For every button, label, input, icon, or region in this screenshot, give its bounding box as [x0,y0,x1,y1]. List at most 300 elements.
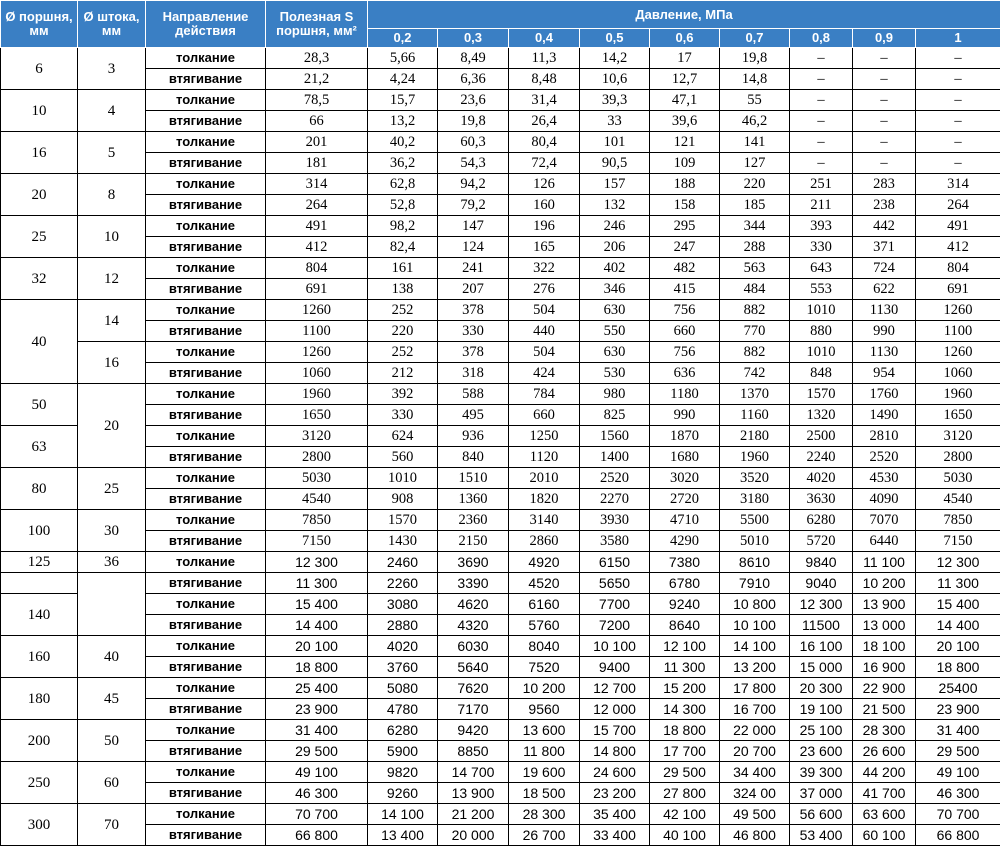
force-value-cell: 147 [438,216,509,237]
force-value-cell: 11 300 [916,573,1000,594]
force-value-cell: 1360 [438,489,509,510]
force-value-cell: 3180 [720,489,790,510]
force-value-cell: 5,66 [368,48,438,69]
force-value-cell: 4020 [790,468,853,489]
table-row [1,720,1000,741]
area-cell: 201 [266,132,368,153]
force-value-cell: 25400 [916,678,1000,699]
force-value-cell: 8850 [438,741,509,762]
force-value-cell: 16 900 [853,657,916,678]
force-value-cell: 482 [650,258,720,279]
force-value-cell: 4530 [853,468,916,489]
area-cell: 49 100 [266,762,368,783]
force-value-cell: 220 [720,174,790,195]
table-row [1,804,1000,825]
force-value-cell: 10 200 [853,573,916,594]
force-value-cell: 101 [580,132,650,153]
force-value-cell: 6440 [853,531,916,552]
force-value-cell: 393 [790,216,853,237]
rod-diameter-cell [78,573,146,636]
force-value-cell: 241 [438,258,509,279]
force-value-cell: 5500 [720,510,790,531]
force-value-cell: 26,4 [509,111,580,132]
force-value-cell: 3520 [720,468,790,489]
table-row [1,300,1000,321]
force-value-cell: 630 [580,342,650,363]
direction-cell: толкание [146,552,266,573]
force-value-cell: 7700 [580,594,650,615]
force-value-cell: 560 [368,447,438,468]
force-value-cell: 2260 [368,573,438,594]
table-row [1,69,1000,90]
force-value-cell: 42 100 [650,804,720,825]
table-row [1,363,1000,384]
rod-diameter-cell: 36 [78,552,146,573]
force-value-cell: 756 [650,342,720,363]
piston-diameter-cell: 10 [1,90,78,132]
table-row [1,321,1000,342]
force-value-cell: 1010 [368,468,438,489]
piston-diameter-cell: 16 [1,132,78,174]
force-value-cell: 28 300 [853,720,916,741]
force-value-cell: 207 [438,279,509,300]
force-value-cell: – [916,111,1000,132]
force-value-cell: 161 [368,258,438,279]
header-pressure-value: 0,8 [790,29,853,48]
piston-diameter-cell: 300 [1,804,78,846]
table-row [1,573,1000,594]
force-value-cell: 825 [580,405,650,426]
force-value-cell: 784 [509,384,580,405]
force-value-cell: 165 [509,237,580,258]
force-value-cell: – [853,69,916,90]
force-value-cell: 35 400 [580,804,650,825]
force-value-cell: 72,4 [509,153,580,174]
rod-diameter-cell: 4 [78,90,146,132]
table-row [1,615,1000,636]
table-row [1,426,1000,447]
force-value-cell: 1130 [853,342,916,363]
force-value-cell: 70 700 [916,804,1000,825]
force-value-cell: 12 300 [790,594,853,615]
force-value-cell: – [916,153,1000,174]
table-row [1,195,1000,216]
force-value-cell: 4540 [916,489,1000,510]
table-row [1,237,1000,258]
force-value-cell: 990 [650,405,720,426]
force-value-cell: 18 800 [916,657,1000,678]
area-cell: 23 900 [266,699,368,720]
force-value-cell: 10,6 [580,69,650,90]
rod-diameter-cell: 10 [78,216,146,258]
force-value-cell: 252 [368,342,438,363]
force-value-cell: 8040 [509,636,580,657]
header-rod-diameter: Ø штока, мм [78,1,146,48]
rod-diameter-cell: 16 [78,342,146,384]
force-value-cell: 1820 [509,489,580,510]
force-value-cell: 756 [650,300,720,321]
force-value-cell: 28 300 [509,804,580,825]
piston-diameter-cell: 200 [1,720,78,762]
force-value-cell: 13 900 [853,594,916,615]
force-value-cell: 10 100 [720,615,790,636]
force-value-cell: 9400 [580,657,650,678]
rod-diameter-cell: 3 [78,48,146,90]
force-value-cell: 79,2 [438,195,509,216]
direction-cell: втягивание [146,153,266,174]
force-value-cell: 6030 [438,636,509,657]
force-value-cell: 7200 [580,615,650,636]
force-value-cell: 132 [580,195,650,216]
force-value-cell: 2180 [720,426,790,447]
force-value-cell: 23 600 [790,741,853,762]
force-value-cell: 295 [650,216,720,237]
force-value-cell: 630 [580,300,650,321]
table-row [1,699,1000,720]
area-cell: 28,3 [266,48,368,69]
force-value-cell: 2860 [509,531,580,552]
force-value-cell: 1760 [853,384,916,405]
header-piston-diameter: Ø поршня, мм [1,1,78,48]
force-value-cell: 11 800 [509,741,580,762]
force-value-cell: 251 [790,174,853,195]
force-value-cell: 14 800 [580,741,650,762]
force-value-cell: 188 [650,174,720,195]
force-value-cell: 1260 [916,342,1000,363]
force-value-cell: 880 [790,321,853,342]
piston-diameter-cell [1,573,78,594]
force-value-cell: 6160 [509,594,580,615]
direction-cell: толкание [146,174,266,195]
force-value-cell: 4780 [368,699,438,720]
force-value-cell: 47,1 [650,90,720,111]
rod-diameter-cell: 50 [78,720,146,762]
force-value-cell: – [853,132,916,153]
force-value-cell: 252 [368,300,438,321]
force-value-cell: 804 [916,258,1000,279]
force-value-cell: 6780 [650,573,720,594]
force-value-cell: 4320 [438,615,509,636]
force-value-cell: 18 500 [509,783,580,804]
force-value-cell: 1560 [580,426,650,447]
force-value-cell: 247 [650,237,720,258]
force-value-cell: 3120 [916,426,1000,447]
area-cell: 66 [266,111,368,132]
area-cell: 1100 [266,321,368,342]
force-value-cell: 4290 [650,531,720,552]
force-value-cell: 840 [438,447,509,468]
force-value-cell: 41 700 [853,783,916,804]
force-value-cell: 2360 [438,510,509,531]
header-pressure-value: 0,5 [580,29,650,48]
table-row [1,783,1000,804]
force-value-cell: 1010 [790,300,853,321]
area-cell: 66 800 [266,825,368,846]
piston-diameter-cell: 20 [1,174,78,216]
header-pressure-value: 0,2 [368,29,438,48]
force-value-cell: 283 [853,174,916,195]
force-value-cell: – [916,69,1000,90]
direction-cell: втягивание [146,405,266,426]
force-value-cell: 24 600 [580,762,650,783]
force-value-cell: 36,2 [368,153,438,174]
force-value-cell: 563 [720,258,790,279]
piston-diameter-cell: 50 [1,384,78,426]
area-cell: 491 [266,216,368,237]
rod-diameter-cell: 60 [78,762,146,804]
force-value-cell: 7850 [916,510,1000,531]
force-value-cell: 8640 [650,615,720,636]
area-cell: 181 [266,153,368,174]
force-value-cell: 11 100 [853,552,916,573]
force-value-cell: 318 [438,363,509,384]
force-value-cell: 39,3 [580,90,650,111]
direction-cell: толкание [146,804,266,825]
direction-cell: втягивание [146,699,266,720]
direction-cell: втягивание [146,783,266,804]
direction-cell: толкание [146,48,266,69]
area-cell: 7150 [266,531,368,552]
force-value-cell: 52,8 [368,195,438,216]
table-row [1,342,1000,363]
force-value-cell: 2520 [580,468,650,489]
header-pressure-value: 0,4 [509,29,580,48]
force-value-cell: 54,3 [438,153,509,174]
force-value-cell: 27 800 [650,783,720,804]
force-value-cell: 2880 [368,615,438,636]
force-value-cell: – [853,111,916,132]
table-row [1,552,1000,573]
direction-cell: втягивание [146,111,266,132]
force-value-cell: 936 [438,426,509,447]
force-value-cell: 126 [509,174,580,195]
force-value-cell: 5010 [720,531,790,552]
rod-diameter-cell: 45 [78,678,146,720]
table-row [1,174,1000,195]
force-value-cell: 550 [580,321,650,342]
force-value-cell: 5640 [438,657,509,678]
force-value-cell: 1680 [650,447,720,468]
table-row [1,531,1000,552]
force-value-cell: 211 [790,195,853,216]
force-value-cell: 109 [650,153,720,174]
force-value-cell: 3630 [790,489,853,510]
force-value-cell: 23,6 [438,90,509,111]
force-value-cell: 2800 [916,447,1000,468]
force-value-cell: 12 300 [916,552,1000,573]
force-value-cell: 90,5 [580,153,650,174]
area-cell: 412 [266,237,368,258]
table-row [1,594,1000,615]
force-value-cell: 4710 [650,510,720,531]
direction-cell: толкание [146,510,266,531]
table-row [1,489,1000,510]
force-value-cell: 344 [720,216,790,237]
force-value-cell: 1370 [720,384,790,405]
force-value-cell: 94,2 [438,174,509,195]
force-value-cell: 6,36 [438,69,509,90]
force-value-cell: 14 100 [720,636,790,657]
force-value-cell: 39,6 [650,111,720,132]
force-value-cell: 1650 [916,405,1000,426]
direction-cell: втягивание [146,573,266,594]
force-value-cell: 402 [580,258,650,279]
force-value-cell: 26 700 [509,825,580,846]
rod-diameter-cell: 40 [78,636,146,678]
force-value-cell: 643 [790,258,853,279]
direction-cell: втягивание [146,825,266,846]
area-cell: 264 [266,195,368,216]
force-value-cell: 19,8 [720,48,790,69]
force-value-cell: 25 100 [790,720,853,741]
force-value-cell: 33 [580,111,650,132]
force-value-cell: 23 200 [580,783,650,804]
area-cell: 21,2 [266,69,368,90]
direction-cell: толкание [146,468,266,489]
force-value-cell: 7620 [438,678,509,699]
force-value-cell: 56 600 [790,804,853,825]
table-row [1,447,1000,468]
force-value-cell: 1130 [853,300,916,321]
force-value-cell: – [916,132,1000,153]
force-value-cell: 553 [790,279,853,300]
direction-cell: толкание [146,384,266,405]
area-cell: 12 300 [266,552,368,573]
direction-cell: втягивание [146,615,266,636]
direction-cell: втягивание [146,363,266,384]
table-row [1,468,1000,489]
table-row [1,636,1000,657]
force-value-cell: 3080 [368,594,438,615]
force-value-cell: 124 [438,237,509,258]
force-value-cell: 13 900 [438,783,509,804]
force-value-cell: 691 [916,279,1000,300]
force-value-cell: 5650 [580,573,650,594]
direction-cell: втягивание [146,447,266,468]
force-value-cell: 63 600 [853,804,916,825]
force-value-cell: 22 900 [853,678,916,699]
force-value-cell: 3020 [650,468,720,489]
force-value-cell: 160 [509,195,580,216]
area-cell: 1650 [266,405,368,426]
force-value-cell: 3390 [438,573,509,594]
direction-cell: толкание [146,636,266,657]
force-value-cell: 20 700 [720,741,790,762]
piston-diameter-cell: 63 [1,426,78,468]
force-value-cell: 1060 [916,363,1000,384]
force-value-cell: 440 [509,321,580,342]
force-value-cell: 19 600 [509,762,580,783]
force-value-cell: 14 300 [650,699,720,720]
force-value-cell: 13,2 [368,111,438,132]
table-row [1,510,1000,531]
force-value-cell: 3930 [580,510,650,531]
force-value-cell: 23 900 [916,699,1000,720]
table-row [1,741,1000,762]
force-value-cell: 330 [438,321,509,342]
force-value-cell: 60,3 [438,132,509,153]
area-cell: 4540 [266,489,368,510]
force-value-cell: 4520 [509,573,580,594]
force-value-cell: – [853,90,916,111]
header-effective-area: Полезная S поршня, мм² [266,1,368,48]
table-row [1,216,1000,237]
force-value-cell: 7170 [438,699,509,720]
force-value-cell: 21 200 [438,804,509,825]
force-value-cell: 1960 [916,384,1000,405]
force-value-cell: 4020 [368,636,438,657]
force-value-cell: 40,2 [368,132,438,153]
area-cell: 11 300 [266,573,368,594]
force-value-cell: 1320 [790,405,853,426]
force-value-cell: 19,8 [438,111,509,132]
force-value-cell: 2270 [580,489,650,510]
force-value-cell: 20 300 [790,678,853,699]
force-value-cell: 848 [790,363,853,384]
header-pressure-value: 0,3 [438,29,509,48]
piston-diameter-cell: 250 [1,762,78,804]
force-value-cell: 882 [720,300,790,321]
force-value-cell: 44 200 [853,762,916,783]
force-value-cell: 29 500 [916,741,1000,762]
force-value-cell: 1870 [650,426,720,447]
force-value-cell: 330 [368,405,438,426]
force-value-cell: 742 [720,363,790,384]
force-value-cell: – [916,90,1000,111]
force-value-cell: 10 100 [580,636,650,657]
force-value-cell: 882 [720,342,790,363]
rod-diameter-cell: 5 [78,132,146,174]
rod-diameter-cell: 12 [78,258,146,300]
force-value-cell: 17 [650,48,720,69]
area-cell: 1060 [266,363,368,384]
force-value-cell: 157 [580,174,650,195]
force-value-cell: 9840 [790,552,853,573]
force-value-cell: 18 100 [853,636,916,657]
force-value-cell: 13 600 [509,720,580,741]
area-cell: 15 400 [266,594,368,615]
table-row [1,384,1000,405]
direction-cell: втягивание [146,237,266,258]
force-value-cell: 7070 [853,510,916,531]
force-value-cell: 378 [438,300,509,321]
force-value-cell: 9040 [790,573,853,594]
force-value-cell: 31 400 [916,720,1000,741]
direction-cell: втягивание [146,531,266,552]
direction-cell: втягивание [146,489,266,510]
force-value-cell: 15,7 [368,90,438,111]
force-value-cell: 121 [650,132,720,153]
force-value-cell: 5900 [368,741,438,762]
area-cell: 804 [266,258,368,279]
force-value-cell: 990 [853,321,916,342]
force-value-cell: 8,49 [438,48,509,69]
force-value-cell: 11500 [790,615,853,636]
piston-diameter-cell: 180 [1,678,78,720]
table-row [1,405,1000,426]
force-value-cell: 1180 [650,384,720,405]
force-value-cell: 16 700 [720,699,790,720]
force-value-cell: 504 [509,342,580,363]
piston-diameter-cell: 140 [1,594,78,636]
table-row [1,762,1000,783]
force-value-cell: 2460 [368,552,438,573]
force-value-cell: 37 000 [790,783,853,804]
force-value-cell: 1120 [509,447,580,468]
force-value-cell: 5720 [790,531,853,552]
piston-diameter-cell: 25 [1,216,78,258]
force-value-cell: 1570 [790,384,853,405]
